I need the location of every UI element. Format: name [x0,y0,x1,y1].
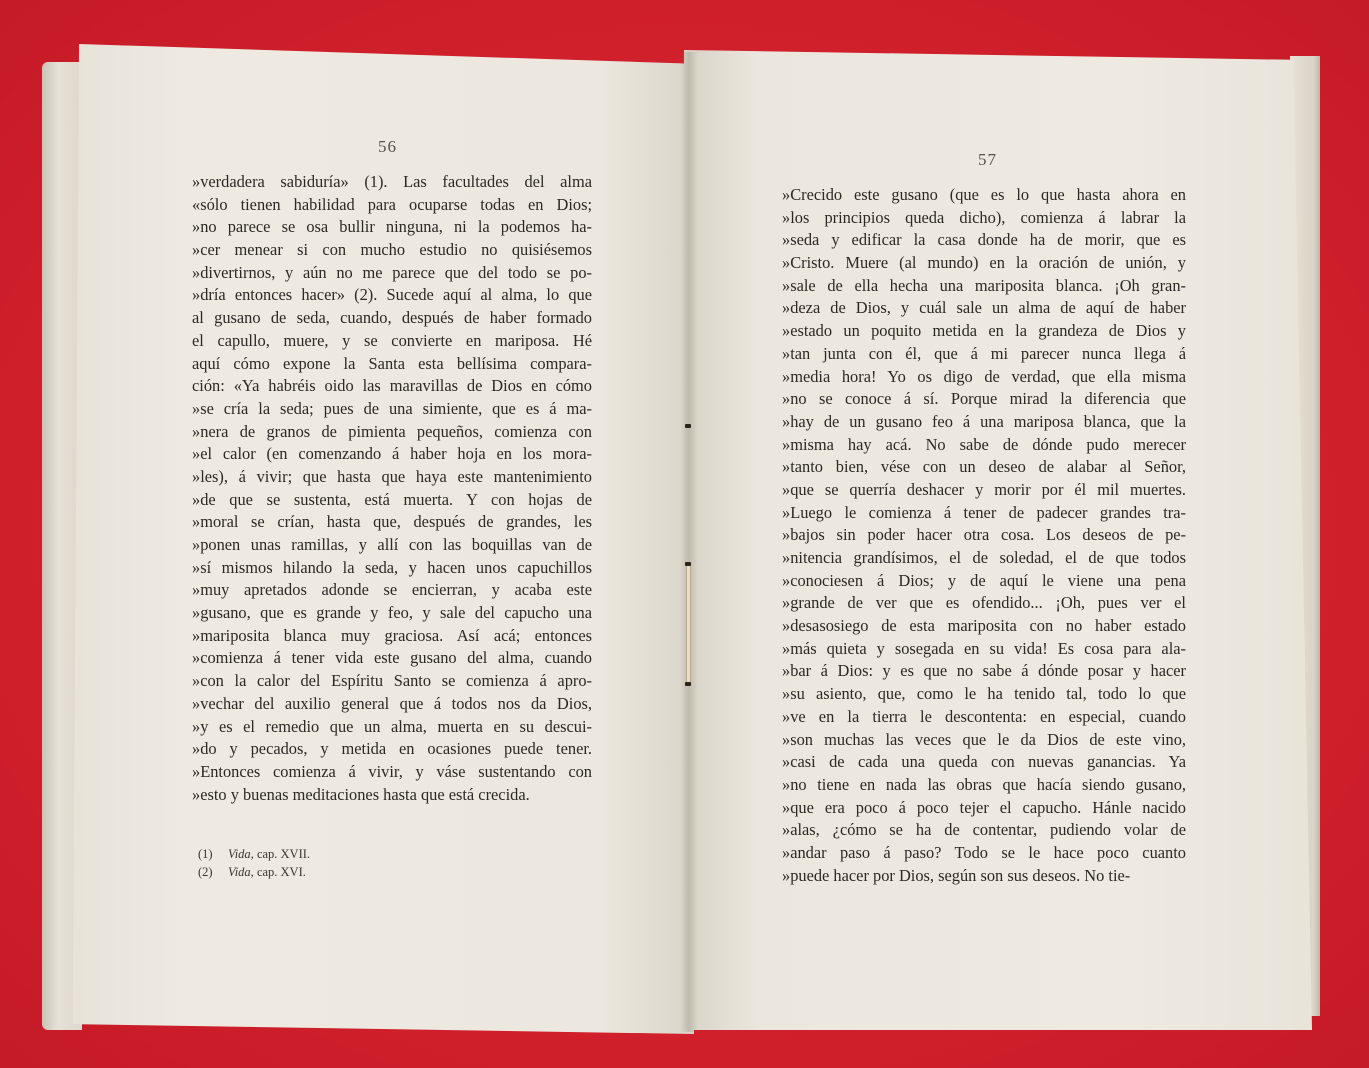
text-line: »verdadera sabiduría» (1). Las facultades del alma [192,172,592,191]
text-line: »estado un poquito metida en la grandeza de Dios y [782,321,1186,341]
text-line: »alas, ¿cómo se ha de contentar, pudiendo volar de [782,820,1186,840]
text-line: »no se conoce á sí. Porque mirad la diferencia que [782,389,1186,409]
text-line: ción: «Ya habréis oido las maravillas de Dios en cómo [192,376,592,396]
text-line: »su asiento, que, como le ha tenido tal, todo lo que [782,684,1186,704]
footnote-location: cap. XVI. [256,865,306,879]
text-line: »con la calor del Espíritu Santo se comienza á apro- [192,671,592,691]
text-line: »dría entonces hacer» (2). Sucede aquí al alma, lo que [192,285,592,305]
text-line: »Entonces comienza á vivir, y váse sustentando con [192,761,592,781]
text-line: »deza de Dios, y cuál sale un alma de aquí de haber [782,298,1186,318]
binding-stitch [685,424,691,428]
text-line: »bar á Dios: y es que no sabe á dónde posar y hacer [782,661,1186,681]
text-line: »vechar del auxilio general que á todos nos da Dios, [192,693,592,713]
text-line: »nitencia grandísimos, el de soledad, el de que todos [782,548,1186,567]
text-line: »grande de ver que es ofendido... ¡Oh, pues ver el [782,593,1186,613]
binding-stitch [685,562,691,566]
text-line: »más quieta y sosegada en su vida! Es cosa para ala- [782,638,1186,658]
text-line: »que era poco á poco tejer el capucho. Hánle nacido [782,797,1186,817]
binding-stitch [685,682,691,686]
text-line: »Luego le comienza á tener de padecer grandes tra- [782,502,1186,522]
text-line: »puede hacer por Dios, según son sus deseos. No tie- [782,865,1131,885]
text-line: »andar paso á paso? Todo se le hace poco cuanto [782,842,1186,862]
text-line: »son muchas las veces que le da Dios de este vino, [782,729,1186,749]
left-page-footnotes [198,845,310,881]
left-page-number: 56 [378,137,397,156]
text-line: »ve en la tierra le descontenta: en especial, cuando [782,706,1186,726]
text-line: »cer menear si con mucho estudio no quisiésemos [192,240,592,260]
text-line: »desasosiego de esta mariposita con no haber estado [782,616,1186,636]
text-line: »Crecido este gusano (que es lo que hasta ahora en [782,185,1186,204]
text-line: »comienza á tener vida este gusano del alma, cuando [192,648,592,668]
text-line: »muy apretados adonde se encierran, y acaba este [192,580,592,600]
text-line: »conociesen á Dios; y de aquí le viene una pena [782,570,1186,590]
text-line: »casi de cada una queda con nuevas ganancias. Ya [782,752,1186,772]
text-line: «sólo tienen habilidad para ocuparse todas en Dios; [192,194,592,214]
footnote-work-title: Vida, [228,847,254,861]
text-line: »sí mismos hilando la seda, y hacen unos capuchillos [192,557,592,577]
text-line: »mariposita blanca muy graciosa. Así acá; entonces [192,625,592,645]
footnote-marker: (1) [198,847,213,861]
binding-thread [686,566,691,684]
text-line: »tanto bien, vése con un deseo de alabar al Señor, [782,457,1186,477]
text-line: »moral se crían, hasta que, después de grandes, les [192,512,592,532]
text-line: »Cristo. Muere (al mundo) en la oración de unión, y [782,253,1186,273]
footnote-work-title: Vida, [228,865,254,879]
text-line: al gusano de seda, cuando, después de haber formado [192,308,592,328]
text-line: »seda y edificar la casa donde ha de morir, que es [782,230,1186,250]
text-line: »misma hay acá. No sabe de dónde pudo merecer [782,434,1186,454]
text-line: »que se querría deshacer y morir por él mil muertes. [782,479,1186,499]
text-line: el capullo, muere, y se convierte en mariposa. Hé [192,330,592,350]
text-line: »les), á vivir; que hasta que haya este mantenimiento [192,466,592,486]
text-line: »y es el remedio que un alma, muerta en su descui- [192,716,592,736]
text-line: »gusano, que es grande y feo, y sale del capucho una [192,603,592,623]
text-line: »media hora! Yo os digo de verdad, que ella misma [782,366,1186,386]
text-line: »no parece se osa bullir ninguna, ni la podemos ha- [192,217,592,237]
footnote [198,863,310,881]
footnote-marker: (2) [198,865,213,879]
text-line: »se cría la seda; pues de una simiente, que es á ma- [192,398,592,418]
right-page-body [782,184,1186,887]
text-line: »los principios queda dicho), comienza á labrar la [782,207,1186,227]
text-line: »bajos sin poder hacer otra cosa. Los deseos de pe- [782,525,1186,545]
text-line: »ponen unas ramillas, y allí con las boquillas van de [192,535,592,554]
left-page-body [192,171,592,806]
text-line: »divertirnos, y aún no me parece que del todo se po- [192,262,592,282]
text-line: »esto y buenas meditaciones hasta que está crecida. [192,784,530,804]
text-line: aquí cómo expone la Santa esta bellísima compara- [192,353,592,373]
text-line: »no tiene en nada las obras que hacía siendo gusano, [782,774,1186,794]
text-line: »sale de ella hecha una mariposita blanca. ¡Oh gran- [782,275,1186,295]
text-line: »do y pecados, y metida en ocasiones puede tener. [192,739,592,759]
text-line: »el calor (en comenzando á haber hoja en los mora- [192,444,592,464]
right-page-number: 57 [978,150,997,169]
text-line: »nera de granos de pimienta pequeños, comienza con [192,421,592,441]
footnote-location: cap. XVII. [256,847,311,861]
text-line: »hay de un gusano feo á una mariposa blanca, que la [782,411,1186,431]
text-line: »de que se sustenta, está muerta. Y con hojas de [192,489,592,509]
book-gutter [680,52,698,1032]
text-line: »tan junta con él, que á mi parecer nunca llega á [782,343,1186,363]
footnote [198,845,310,863]
